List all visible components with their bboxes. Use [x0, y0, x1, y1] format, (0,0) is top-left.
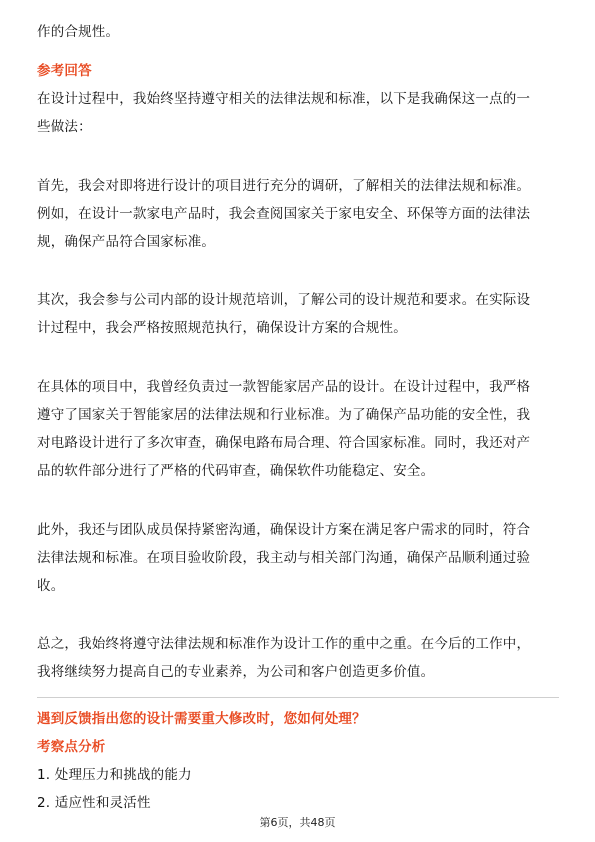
answer-line: 计过程中，我会严格按照规范执行，确保设计方案的合规性。	[37, 320, 407, 336]
page-number-footer: 第6页，共48页	[259, 816, 336, 829]
answer-line: 收。	[37, 578, 65, 594]
answer-line: 对电路设计进行了多次审查，确保电路布局合理、符合国家标准。同时，我还对产	[37, 435, 531, 451]
next-question-heading: 遇到反馈指出您的设计需要重大修改时，您如何处理？	[37, 711, 366, 727]
analysis-item: 2. 适应性和灵活性	[37, 795, 151, 811]
answer-line: 我将继续努力提高自己的专业素养，为公司和客户创造更多价值。	[37, 664, 435, 680]
answer-heading: 参考回答	[37, 63, 92, 79]
answer-line: 在设计过程中，我始终坚持遵守相关的法律法规和标准，以下是我确保这一点的一	[37, 91, 531, 107]
answer-line: 在具体的项目中，我曾经负责过一款智能家居产品的设计。在设计过程中，我严格	[37, 379, 531, 395]
answer-line: 些做法：	[37, 119, 92, 135]
answer-line: 规，确保产品符合国家标准。	[37, 234, 216, 250]
intro-tail-text: 作的合规性。	[37, 24, 120, 40]
answer-line: 总之，我始终将遵守法律法规和标准作为设计工作的重中之重。在今后的工作中，	[37, 636, 531, 652]
answer-line: 品的软件部分进行了严格的代码审查，确保软件功能稳定、安全。	[37, 463, 435, 479]
answer-line: 首先，我会对即将进行设计的项目进行充分的调研，了解相关的法律法规和标准。	[37, 178, 531, 194]
answer-line: 此外，我还与团队成员保持紧密沟通，确保设计方案在满足客户需求的同时，符合	[37, 522, 531, 538]
answer-line: 法律法规和标准。在项目验收阶段，我主动与相关部门沟通，确保产品顺利通过验	[37, 550, 531, 566]
answer-line: 遵守了国家关于智能家居的法律法规和行业标准。为了确保产品功能的安全性，我	[37, 407, 531, 423]
analysis-item: 1. 处理压力和挑战的能力	[37, 767, 192, 783]
section-divider	[37, 697, 559, 698]
answer-line: 例如，在设计一款家电产品时，我会查阅国家关于家电安全、环保等方面的法律法	[37, 206, 531, 222]
analysis-heading: 考察点分析	[37, 739, 106, 755]
answer-line: 其次，我会参与公司内部的设计规范培训，了解公司的设计规范和要求。在实际设	[37, 292, 531, 308]
